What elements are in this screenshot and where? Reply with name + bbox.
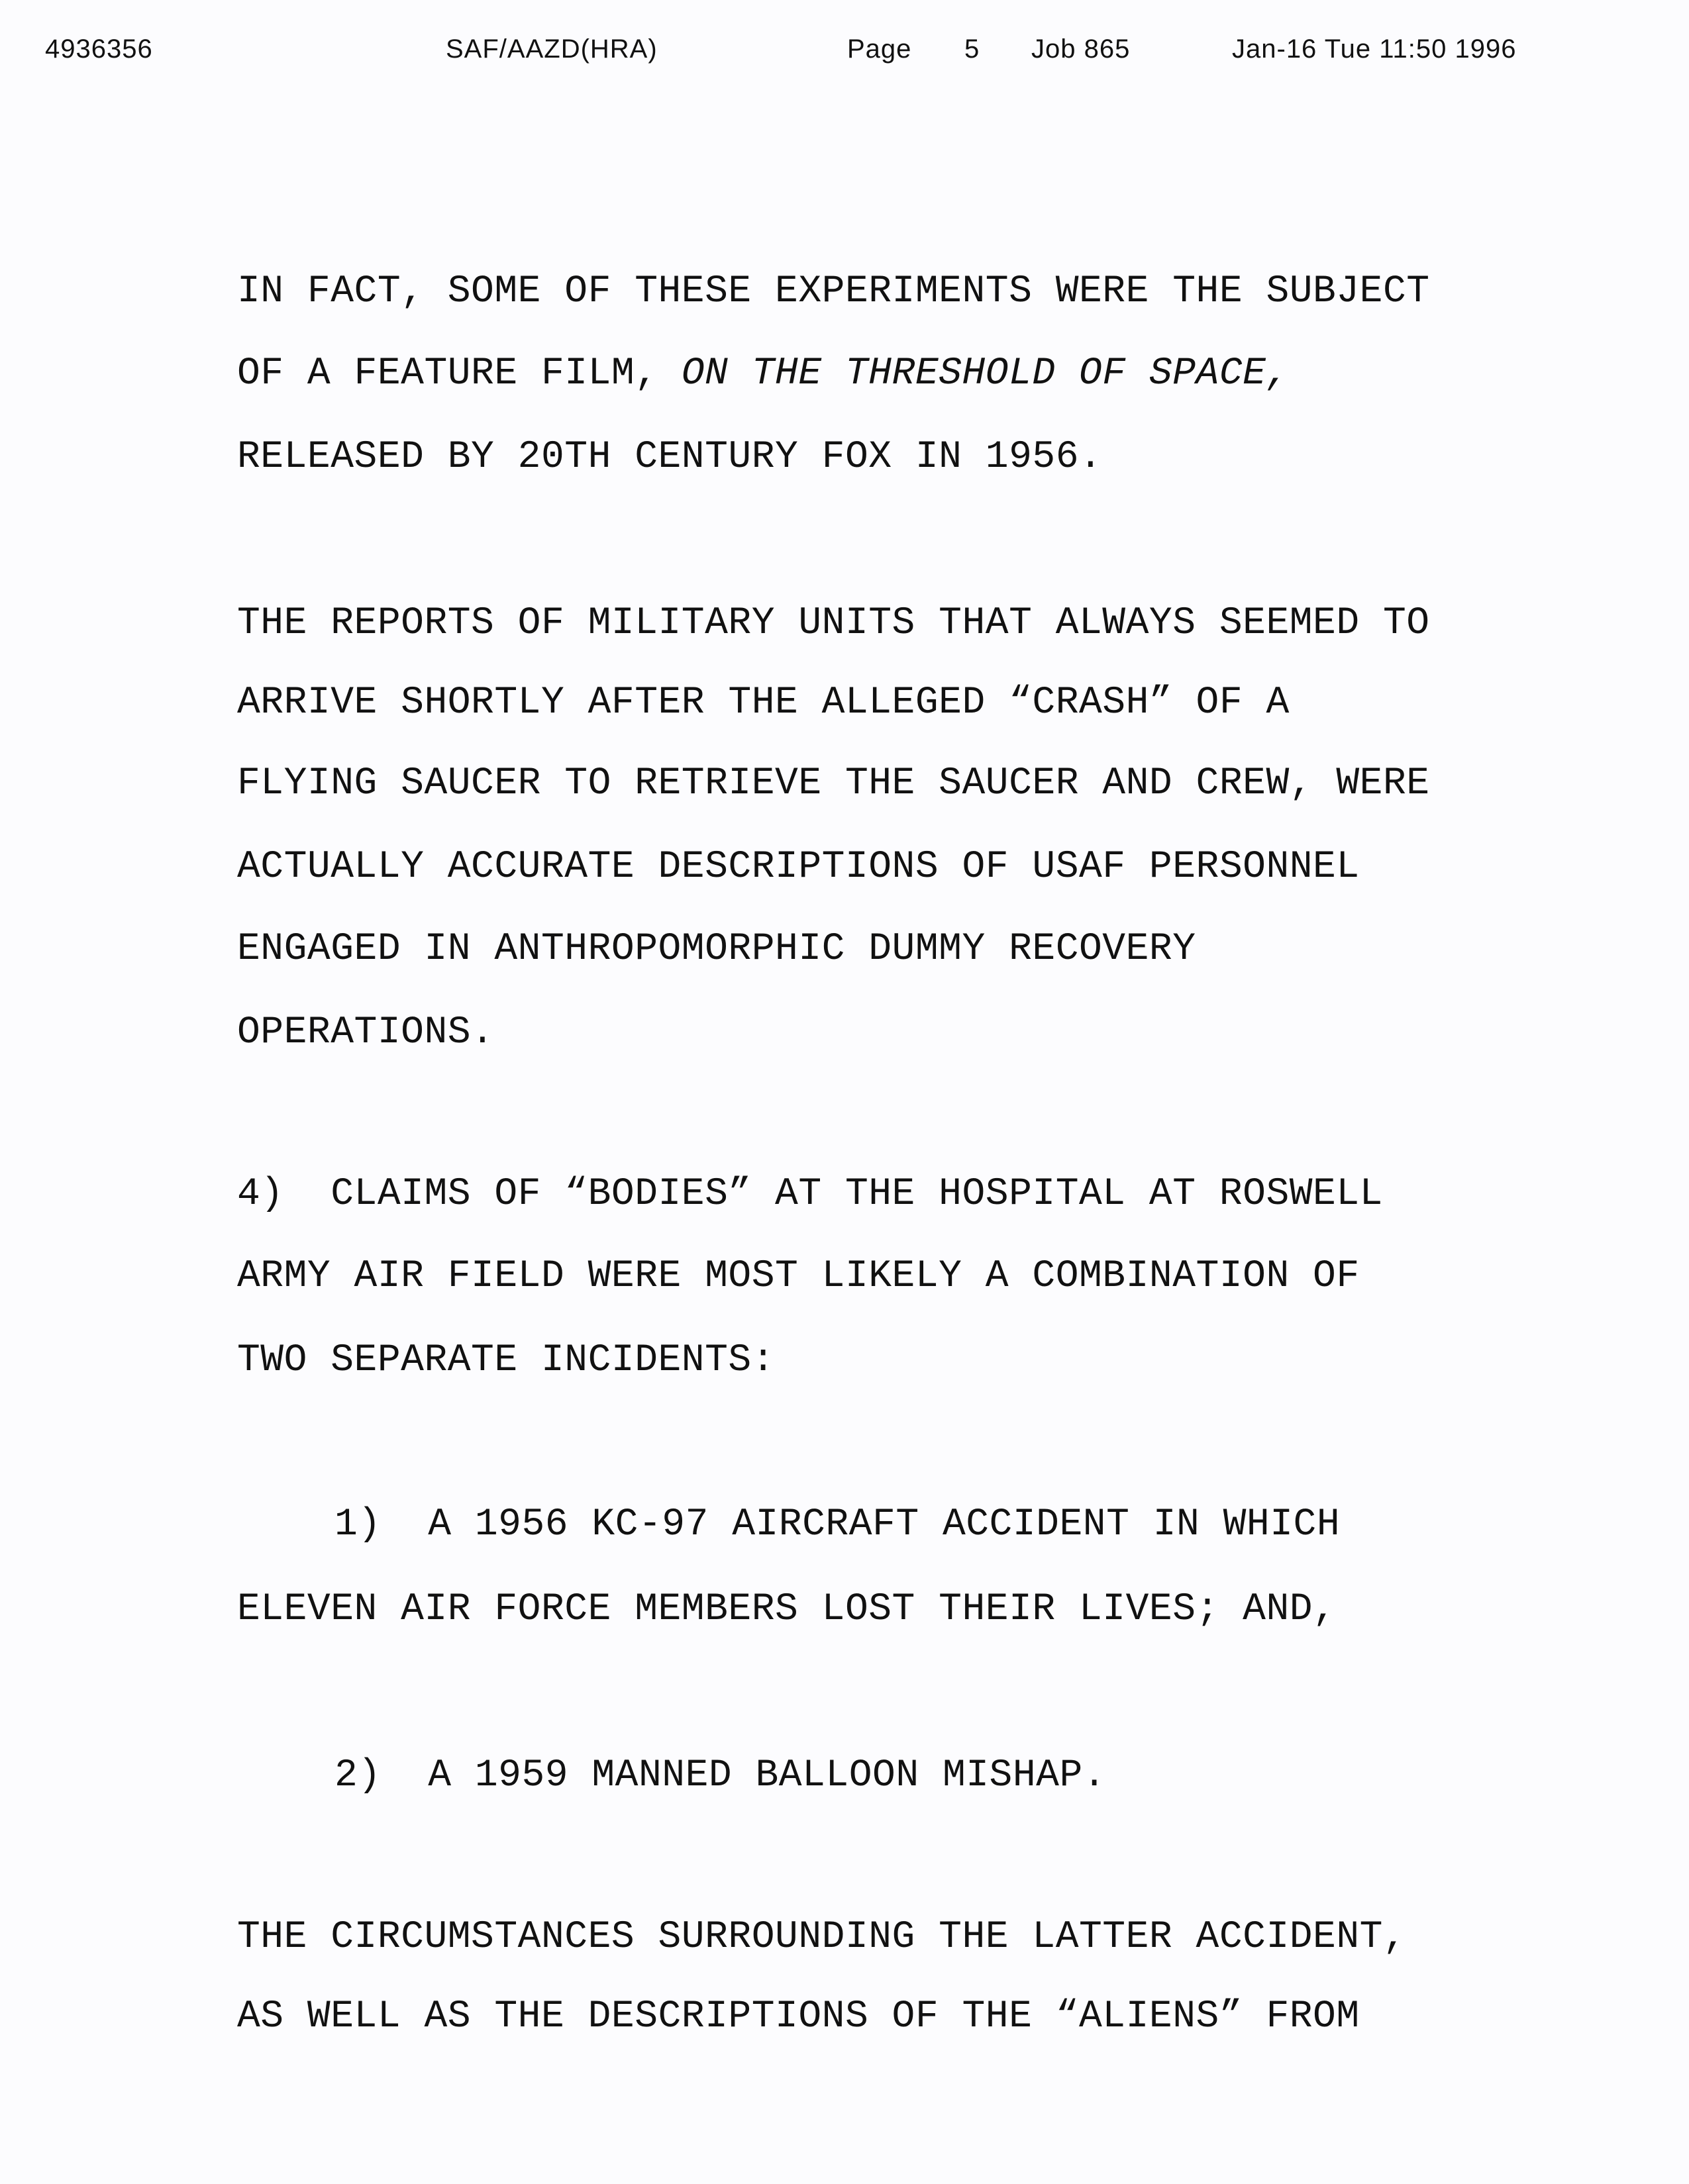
document-id: 4936356 [45,34,153,64]
text-line: ARMY AIR FIELD WERE MOST LIKELY A COMBINATION OF [237,1255,1360,1298]
text-line: IN FACT, SOME OF THESE EXPERIMENTS WERE THE SUBJECT [237,270,1430,313]
list-item-2: 2) A 1959 MANNED BALLOON MISHAP. [334,1754,1107,1797]
text-line [237,352,1290,395]
text-line: THE REPORTS OF MILITARY UNITS THAT ALWAYS SEEMED TO [237,602,1430,645]
office-code: SAF/AAZD(HRA) [446,34,658,64]
text-line: ARRIVE SHORTLY AFTER THE ALLEGED “CRASH” OF A [237,681,1290,724]
text-line: 4) CLAIMS OF “BODIES” AT THE HOSPITAL AT ROSWELL [237,1173,1383,1216]
film-title: ON THE THRESHOLD OF SPACE, [681,352,1290,395]
job-number: Job 865 [1031,34,1131,64]
text-line: ENGAGED IN ANTHROPOMORPHIC DUMMY RECOVERY [237,928,1196,971]
text-line: ELEVEN AIR FORCE MEMBERS LOST THEIR LIVES; AND, [237,1588,1337,1631]
page-label: Page [847,34,912,64]
text-line: AS WELL AS THE DESCRIPTIONS OF THE “ALIENS” FROM [237,1995,1360,2038]
page-number: 5 [964,34,980,64]
list-item-1: 1) A 1956 KC-97 AIRCRAFT ACCIDENT IN WHICH [334,1503,1341,1546]
fax-datetime: Jan-16 Tue 11:50 1996 [1232,34,1517,64]
text-segment: OF A FEATURE FILM, [237,352,682,395]
text-line: RELEASED BY 20TH CENTURY FOX IN 1956. [237,436,1103,479]
text-line: TWO SEPARATE INCIDENTS: [237,1339,776,1382]
text-line: THE CIRCUMSTANCES SURROUNDING THE LATTER ACCIDENT, [237,1916,1407,1959]
text-line: ACTUALLY ACCURATE DESCRIPTIONS OF USAF PERSONNEL [237,846,1360,889]
text-line: FLYING SAUCER TO RETRIEVE THE SAUCER AND CREW, WERE [237,762,1430,805]
text-line: OPERATIONS. [237,1011,495,1054]
